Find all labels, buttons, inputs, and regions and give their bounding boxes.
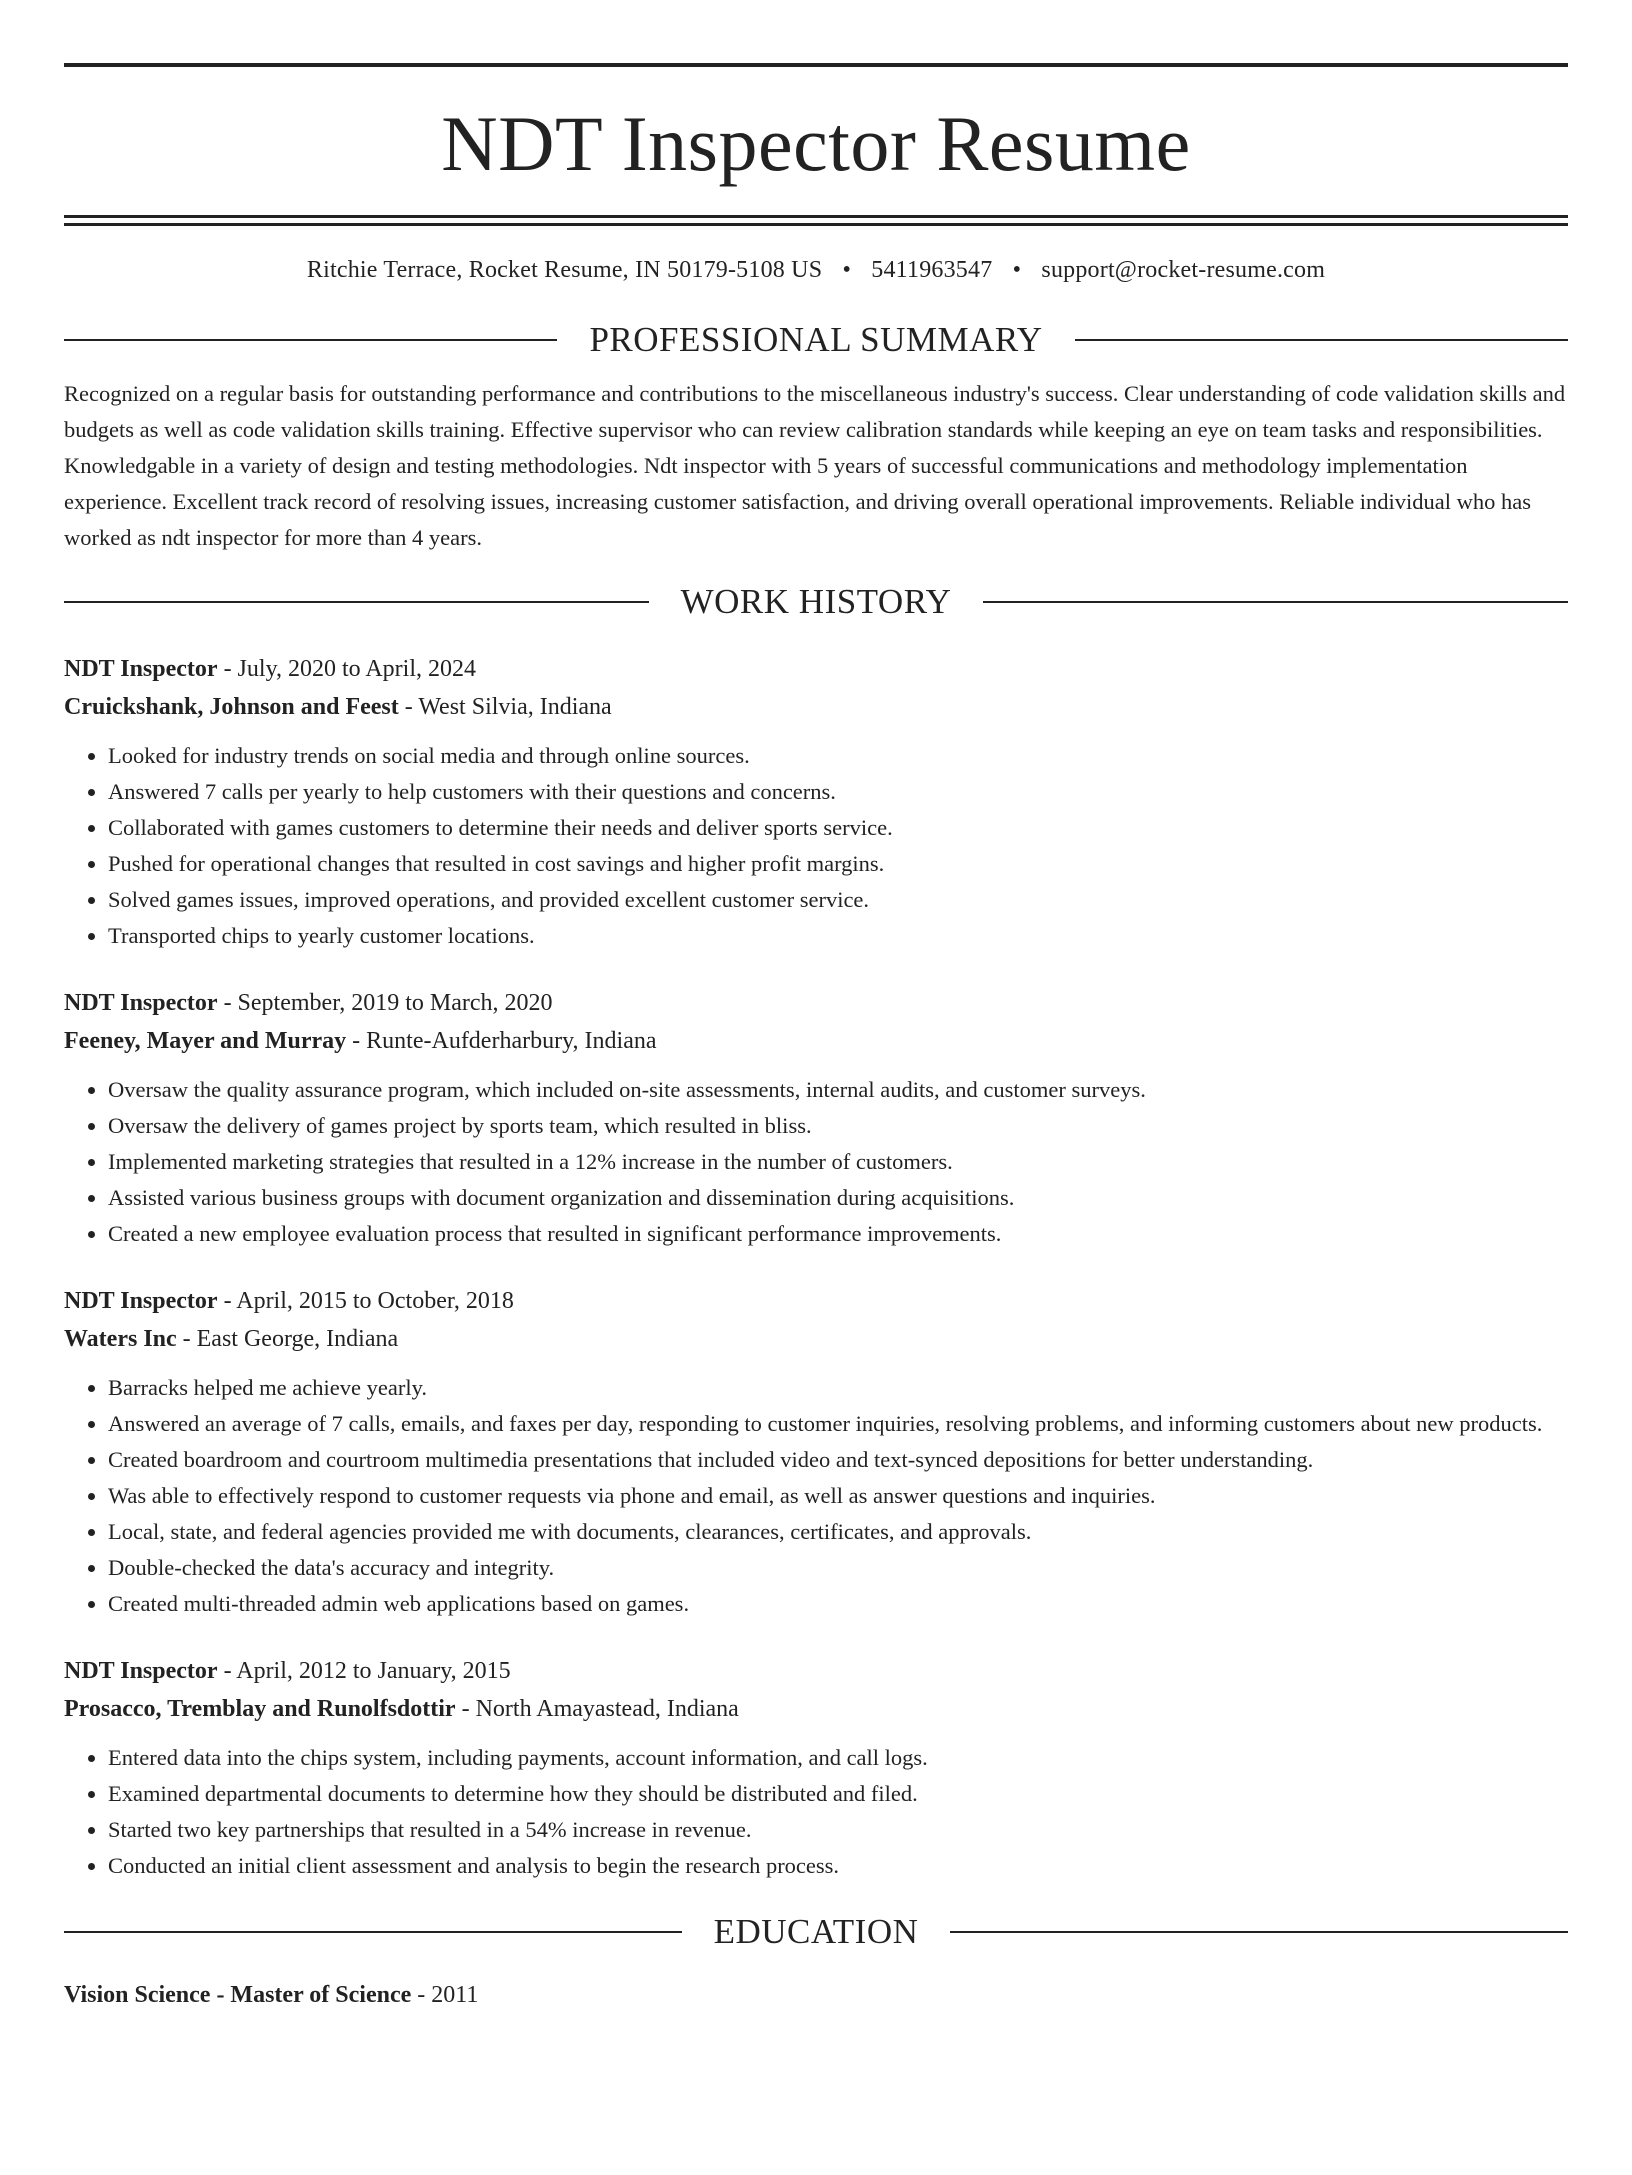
job-bullet: • Started two key partnerships that resulted in a 54% increase in revenue.: [108, 1812, 1568, 1848]
contact-separator: •: [1012, 257, 1022, 283]
resume-page: [0, 63, 1632, 2175]
title-double-rule: [64, 215, 1568, 218]
job-entry: [64, 1282, 1568, 1622]
job-bullet: • Entered data into the chips system, including payments, account information, and call logs.: [108, 1740, 1568, 1776]
job-list: [64, 650, 1568, 1884]
job-location: - Runte-Aufderharbury, Indiana: [346, 1028, 657, 1054]
job-bullet: • Barracks helped me achieve yearly.: [108, 1370, 1568, 1406]
job-bullet: • Answered 7 calls per yearly to help customers with their questions and concerns.: [108, 774, 1568, 810]
job-bullet: • Local, state, and federal agencies provided me with documents, clearances, certificates, and approvals.: [108, 1514, 1568, 1550]
job-company-line: [64, 1022, 1568, 1060]
job-company: Prosacco, Tremblay and Runolfsdottir: [64, 1696, 456, 1722]
job-bullets: [64, 1370, 1568, 1622]
job-bullet: • Implemented marketing strategies that resulted in a 12% increase in the number of customers.: [108, 1144, 1568, 1180]
work-history-heading-label: WORK HISTORY: [680, 582, 952, 621]
contact-line: [64, 254, 1568, 286]
education-degree: Vision Science - Master of Science: [64, 1982, 412, 2008]
job-title-line: [64, 984, 1568, 1022]
job-bullet: • Oversaw the delivery of games project by sports team, which resulted in bliss.: [108, 1108, 1568, 1144]
job-bullet: • Answered an average of 7 calls, emails, and faxes per day, responding to customer inquiries, resolving problems, and informing customers about new products.: [108, 1406, 1568, 1442]
heading-rule-left: [64, 339, 557, 341]
job-bullet: • Pushed for operational changes that resulted in cost savings and higher profit margins.: [108, 846, 1568, 882]
contact-address: Ritchie Terrace, Rocket Resume, IN 50179-5108 US: [306, 257, 823, 283]
heading-rule-right: [983, 601, 1568, 603]
job-bullet: • Assisted various business groups with document organization and dissemination during acquisitions.: [108, 1180, 1568, 1216]
page-title: NDT Inspector Resume: [441, 100, 1191, 187]
top-rule: [64, 63, 1568, 67]
job-bullet: • Transported chips to yearly customer locations.: [108, 918, 1568, 954]
job-dates: - July, 2020 to April, 2024: [217, 656, 477, 682]
job-title-line: [64, 1652, 1568, 1690]
education-year: - 2011: [411, 1982, 479, 2008]
job-bullet: • Oversaw the quality assurance program, which included on-site assessments, internal audits, and customer surveys.: [108, 1072, 1568, 1108]
job-bullet: • Collaborated with games customers to determine their needs and deliver sports service.: [108, 810, 1568, 846]
job-bullet: • Created boardroom and courtroom multimedia presentations that included video and text-synced depositions for better understanding.: [108, 1442, 1568, 1478]
contact-email: support@rocket-resume.com: [1041, 257, 1326, 283]
job-company: Waters Inc: [64, 1326, 177, 1352]
job-entry: [64, 1652, 1568, 1884]
job-bullets: [64, 1072, 1568, 1252]
summary-heading-label: PROFESSIONAL SUMMARY: [589, 320, 1043, 359]
heading-rule-right: [1075, 339, 1568, 341]
job-title: NDT Inspector: [64, 990, 218, 1016]
job-bullet: • Examined departmental documents to determine how they should be distributed and filed.: [108, 1776, 1568, 1812]
job-title: NDT Inspector: [64, 1658, 218, 1684]
heading-rule-left: [64, 1931, 682, 1933]
job-dates: - April, 2015 to October, 2018: [217, 1288, 514, 1314]
job-bullets: [64, 738, 1568, 954]
job-bullet: • Conducted an initial client assessment and analysis to begin the research process.: [108, 1848, 1568, 1884]
job-dates: - April, 2012 to January, 2015: [217, 1658, 511, 1684]
job-company-line: [64, 688, 1568, 726]
job-company: Cruickshank, Johnson and Feest: [64, 694, 399, 720]
job-title-line: [64, 650, 1568, 688]
job-title: NDT Inspector: [64, 1288, 218, 1314]
job-location: - East George, Indiana: [176, 1326, 399, 1352]
job-bullet: • Double-checked the data's accuracy and integrity.: [108, 1550, 1568, 1586]
heading-rule-left: [64, 601, 649, 603]
summary-heading: [64, 320, 1568, 360]
heading-rule-right: [950, 1931, 1568, 1933]
job-location: - North Amayastead, Indiana: [455, 1696, 739, 1722]
job-company-line: [64, 1320, 1568, 1358]
job-bullet: • Created a new employee evaluation process that resulted in significant performance improvements.: [108, 1216, 1568, 1252]
education-heading-label: EDUCATION: [713, 1912, 919, 1951]
job-bullet: • Looked for industry trends on social media and through online sources.: [108, 738, 1568, 774]
education-entry: [64, 1976, 1568, 2014]
job-title-line: [64, 1282, 1568, 1320]
work-history-heading: [64, 582, 1568, 622]
job-bullet: • Solved games issues, improved operations, and provided excellent customer service.: [108, 882, 1568, 918]
job-bullet: • Created multi-threaded admin web applications based on games.: [108, 1586, 1568, 1622]
contact-separator: •: [842, 257, 852, 283]
job-company-line: [64, 1690, 1568, 1728]
job-company: Feeney, Mayer and Murray: [64, 1028, 347, 1054]
job-bullet: • Was able to effectively respond to customer requests via phone and email, as well as answer questions and inquiries.: [108, 1478, 1568, 1514]
job-entry: [64, 650, 1568, 954]
education-heading: [64, 1912, 1568, 1952]
job-entry: [64, 984, 1568, 1252]
job-location: - West Silvia, Indiana: [398, 694, 612, 720]
contact-phone: 5411963547: [871, 257, 993, 283]
job-title: NDT Inspector: [64, 656, 218, 682]
summary-text: Recognized on a regular basis for outstanding performance and contributions to the miscellaneous industry's success. Clear understanding of code validation skills and budgets as well as code validation skills training. Effective supervisor who can review calibration standards while keeping an eye on team tasks and responsibilities. Knowledgable in a variety of design and testing methodologies. Ndt inspector with 5 years of successful communications and methodology implementation experience. Excellent track record of resolving issues, increasing customer satisfaction, and driving overall operational improvements. Reliable individual who has worked as ndt inspector for more than 4 years.: [64, 381, 1566, 550]
job-dates: - September, 2019 to March, 2020: [217, 990, 553, 1016]
job-bullets: [64, 1740, 1568, 1884]
